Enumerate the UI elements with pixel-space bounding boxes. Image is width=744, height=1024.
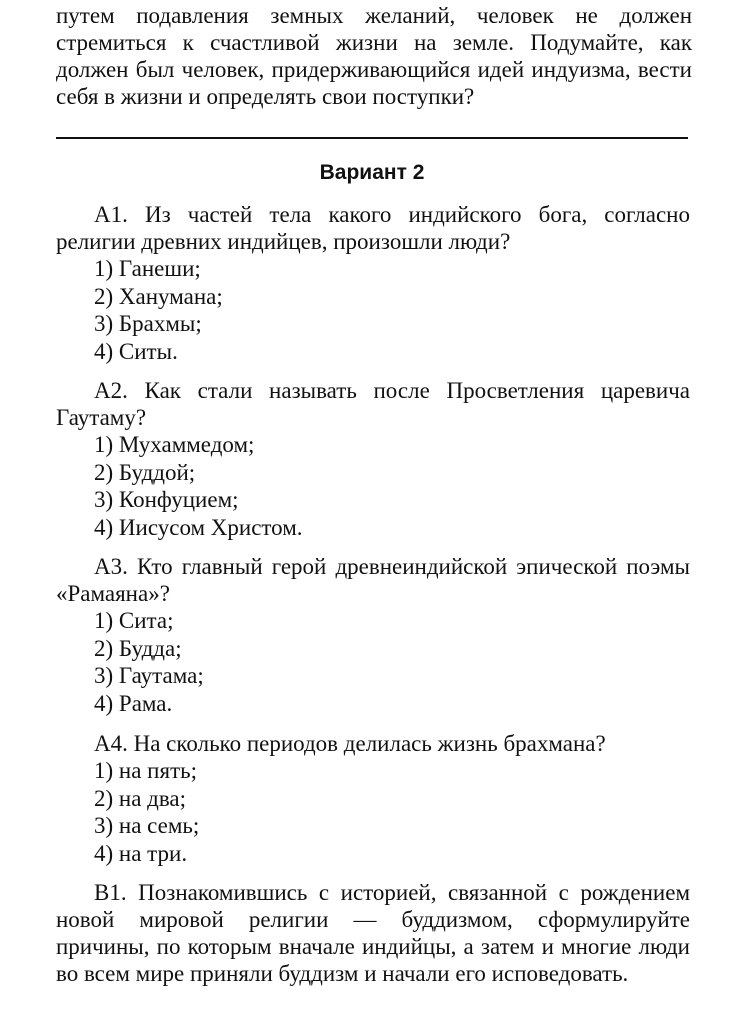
- question-text: В1. Познакомившись с историей, связанной с рождением новой мировой религии — буддизмом, сформулируйте причины, по которым вначале индийцы, а затем и многие люди во всем мире приняли буддизм и начали его исповедовать.: [56, 880, 690, 986]
- answer-option: 2) Ханумана;: [94, 283, 223, 309]
- question-a3: [56, 553, 690, 717]
- answer-option: 3) Гаутама;: [94, 663, 204, 688]
- answer-option: 4) на три.: [94, 840, 188, 866]
- variant-title: Вариант 2: [319, 161, 425, 184]
- answer-option: 4) Рама.: [94, 690, 173, 716]
- answer-option: 1) Мухаммедом;: [94, 432, 255, 457]
- answer-option: 4) Иисусом Христом.: [94, 514, 303, 540]
- answer-option: 4) Ситы.: [94, 338, 178, 364]
- intro-paragraph: путем подавления земных желаний, человек не должен стремиться к счастливой жизни на земле. Подумайте, как должен был человек, придерживающийся идей индуизма, вести себя в жизни и определять свои поступки?: [56, 3, 692, 109]
- answer-option: 3) Брахмы;: [94, 311, 202, 336]
- question-text: А1. Из частей тела какого индийского бога, согласно религии древних индийцев, произошли люди?: [56, 202, 690, 254]
- answer-option: 2) Буддой;: [94, 459, 196, 485]
- answer-option: 1) Сита;: [94, 608, 174, 633]
- answer-option: 1) на пять;: [94, 758, 197, 783]
- question-text: А4. На сколько периодов делилась жизнь брахмана?: [94, 731, 606, 756]
- answer-option: 3) Конфуцием;: [94, 487, 239, 512]
- question-a1: [56, 201, 690, 365]
- question-text: А3. Кто главный герой древнеиндийской эпической поэмы «Рамаяна»?: [56, 554, 690, 606]
- answer-option: 2) на два;: [94, 785, 187, 811]
- answer-option: 2) Будда;: [94, 635, 182, 661]
- section-divider: [56, 137, 688, 139]
- answer-option: 3) на семь;: [94, 813, 200, 838]
- question-b1: [56, 879, 690, 987]
- question-a2: [56, 377, 690, 541]
- question-a4: [56, 730, 690, 867]
- answer-option: 1) Ганеши;: [94, 256, 201, 281]
- question-text: А2. Как стали называть после Просветления царевича Гаутаму?: [56, 378, 690, 430]
